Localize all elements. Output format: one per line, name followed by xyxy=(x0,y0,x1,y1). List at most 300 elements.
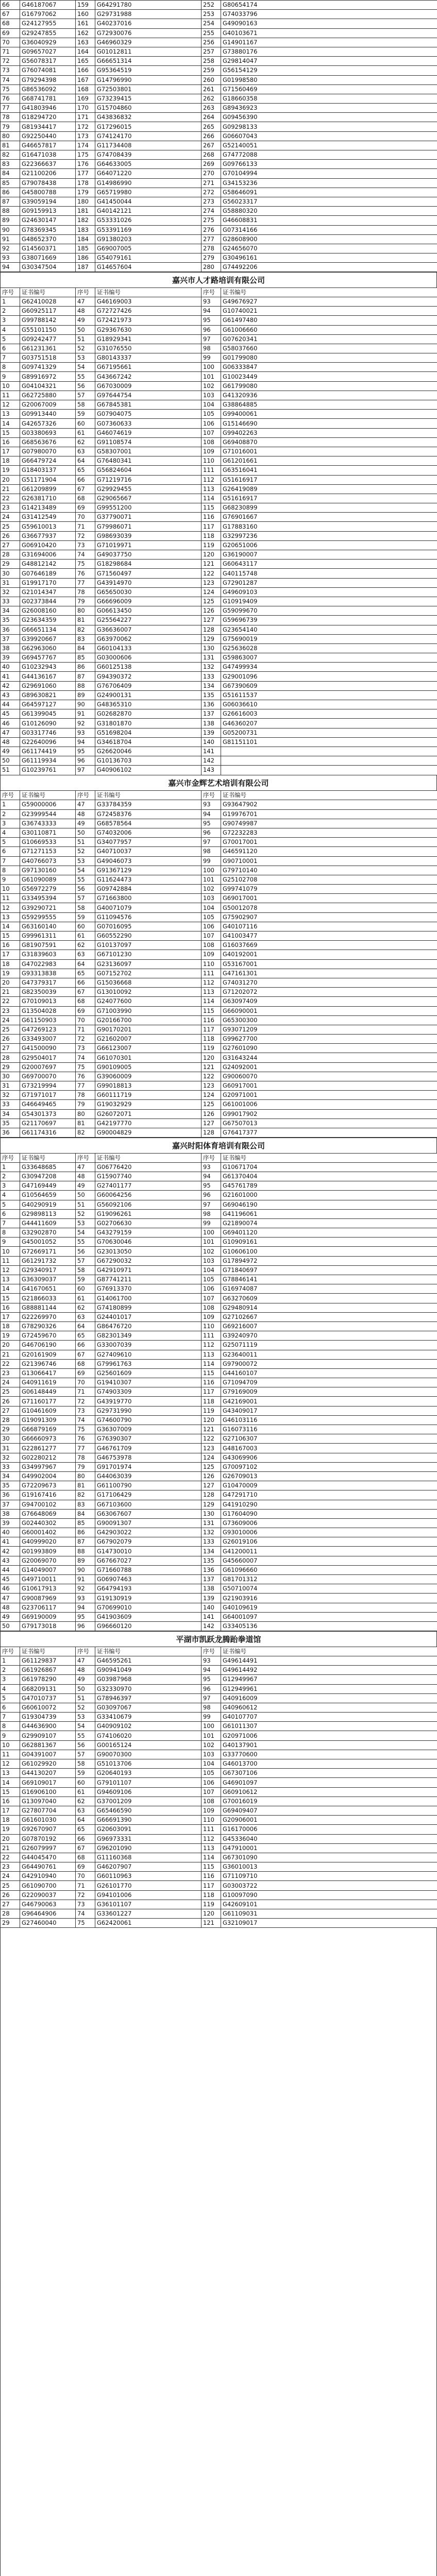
serial-no-cell: 100 xyxy=(201,1228,221,1238)
serial-no-cell: 56 xyxy=(76,1740,95,1750)
certificate-no-cell: G47010737 xyxy=(20,1693,76,1703)
certificate-no-cell: G20007697 xyxy=(20,1062,76,1072)
certificate-no-cell: G41200011 xyxy=(221,1547,437,1556)
certificate-no-cell: G78290326 xyxy=(20,1321,76,1331)
serial-no-cell: 95 xyxy=(201,819,221,828)
serial-no-cell: 264 xyxy=(201,113,221,122)
certificate-no-cell: G90941049 xyxy=(95,1666,201,1675)
serial-no-cell: 12 xyxy=(1,400,20,410)
table-row xyxy=(1,1500,437,1509)
table-row xyxy=(1,941,437,950)
certificate-no-cell: G59863007 xyxy=(221,653,437,663)
certificate-no-cell: G60104133 xyxy=(95,643,201,653)
serial-no-cell: 71 xyxy=(76,1387,95,1397)
header-serial-no: 序号 xyxy=(201,791,221,800)
header-serial-no: 序号 xyxy=(1,791,20,800)
table-row xyxy=(1,1453,437,1462)
table-row xyxy=(1,690,437,700)
serial-no-cell: 35 xyxy=(1,1118,20,1128)
certificate-no-cell: G48652370 xyxy=(20,234,76,244)
table-row xyxy=(1,1556,437,1565)
serial-no-cell: 62 xyxy=(76,1303,95,1312)
certificate-no-cell: G27401177 xyxy=(95,1181,201,1191)
certificate-no-cell: G47022983 xyxy=(20,959,76,969)
serial-no-cell: 97 xyxy=(201,838,221,847)
table-row xyxy=(1,1769,437,1778)
serial-no-cell: 172 xyxy=(76,122,95,131)
serial-no-cell: 113 xyxy=(201,1350,221,1359)
table-row xyxy=(1,847,437,856)
serial-no-cell: 19 xyxy=(1,1331,20,1341)
certificate-no-cell: G63516041 xyxy=(221,466,437,475)
certificate-no-cell: G67307106 xyxy=(221,1769,437,1778)
certificate-no-cell: G69700070 xyxy=(20,1072,76,1081)
serial-no-cell: 16 xyxy=(1,1303,20,1312)
certificate-no-cell: G19091309 xyxy=(20,1415,76,1425)
serial-no-cell: 61 xyxy=(76,428,95,437)
certificate-no-cell: G11734408 xyxy=(95,141,201,150)
certificate-no-cell: G70630046 xyxy=(95,1238,201,1247)
serial-no-cell: 96 xyxy=(76,756,95,766)
certificate-no-cell: G41670651 xyxy=(20,1284,76,1294)
certificate-no-cell: G75902907 xyxy=(221,912,437,922)
serial-no-cell: 75 xyxy=(76,1062,95,1072)
serial-no-cell: 109 xyxy=(201,447,221,456)
serial-no-cell: 7 xyxy=(1,1713,20,1722)
certificate-no-cell: G61006660 xyxy=(221,325,437,334)
serial-no-cell: 59 xyxy=(76,410,95,419)
serial-no-cell: 269 xyxy=(201,160,221,169)
serial-no-cell: 54 xyxy=(76,866,95,875)
serial-no-cell: 95 xyxy=(76,747,95,756)
certificate-no-cell: G70017001 xyxy=(221,838,437,847)
serial-no-cell: 85 xyxy=(76,1518,95,1528)
serial-no-cell: 46 xyxy=(1,1584,20,1594)
table-row xyxy=(1,1621,437,1631)
table-row xyxy=(1,484,437,494)
serial-no-cell: 3 xyxy=(1,1675,20,1684)
certificate-no-cell: G67290032 xyxy=(95,1256,201,1265)
serial-no-cell: 87 xyxy=(76,672,95,681)
serial-no-cell: 48 xyxy=(76,307,95,316)
serial-no-cell: 161 xyxy=(76,19,95,28)
certificate-no-cell: G73219994 xyxy=(20,1081,76,1091)
certificate-no-cell: G61370404 xyxy=(221,1172,437,1181)
table-row xyxy=(1,1275,437,1284)
serial-no-cell: 9 xyxy=(1,1731,20,1740)
certificate-no-cell: G06333847 xyxy=(221,363,437,372)
serial-no-cell: 137 xyxy=(201,709,221,719)
table-row xyxy=(1,1,437,10)
certificate-no-cell: G40916009 xyxy=(221,1693,437,1703)
serial-no-cell: 55 xyxy=(76,372,95,381)
serial-no-cell: 102 xyxy=(201,885,221,894)
serial-no-cell: 94 xyxy=(76,737,95,747)
serial-no-cell: 263 xyxy=(201,104,221,113)
certificate-no-cell: G80654174 xyxy=(221,1,437,10)
serial-no-cell: 260 xyxy=(201,75,221,84)
certificate-no-cell: G43069906 xyxy=(221,1453,437,1462)
serial-no-cell: 29 xyxy=(1,560,20,569)
serial-no-cell: 58 xyxy=(76,903,95,912)
serial-no-cell: 50 xyxy=(76,325,95,334)
serial-no-cell: 271 xyxy=(201,178,221,188)
serial-no-cell: 35 xyxy=(1,1481,20,1490)
serial-no-cell: 73 xyxy=(1,66,20,75)
serial-no-cell: 64 xyxy=(76,1321,95,1331)
certificate-no-cell: G03097067 xyxy=(95,1703,201,1712)
certificate-no-cell: G60110963 xyxy=(95,1872,201,1881)
certificate-no-cell: G29247855 xyxy=(20,28,76,38)
serial-no-cell: 117 xyxy=(201,1025,221,1034)
certificate-no-cell: G71219716 xyxy=(95,475,201,484)
serial-no-cell: 128 xyxy=(201,1490,221,1500)
serial-no-cell: 104 xyxy=(201,1759,221,1769)
serial-no-cell: 115 xyxy=(201,503,221,513)
certificate-no-cell: G24656070 xyxy=(221,244,437,253)
table-row xyxy=(1,178,437,188)
certificate-no-cell: G07360633 xyxy=(95,419,201,428)
certificate-no-cell: G07620341 xyxy=(221,334,437,344)
serial-no-cell: 90 xyxy=(76,700,95,709)
table-row xyxy=(1,1603,437,1612)
certificate-no-cell: G60552290 xyxy=(95,931,201,941)
certificate-no-cell: G46207907 xyxy=(95,1862,201,1872)
serial-no-cell: 31 xyxy=(1,1444,20,1453)
serial-no-cell: 121 xyxy=(201,1919,221,1928)
serial-no-cell: 59 xyxy=(76,1769,95,1778)
serial-no-cell: 124 xyxy=(201,1453,221,1462)
certificate-no-cell: G18403137 xyxy=(20,466,76,475)
certificate-no-cell: G03751518 xyxy=(20,353,76,363)
serial-no-cell: 99 xyxy=(201,856,221,866)
certificate-no-cell: G94609106 xyxy=(95,1787,201,1797)
certificate-no-cell: G20161909 xyxy=(20,1350,76,1359)
certificate-no-cell: G11094576 xyxy=(95,912,201,922)
serial-no-cell: 13 xyxy=(1,912,20,922)
certificate-no-cell: G99400061 xyxy=(221,410,437,419)
serial-no-cell: 77 xyxy=(76,1081,95,1091)
header-certificate-no: 证书编号 xyxy=(95,791,201,800)
serial-no-cell: 80 xyxy=(76,1471,95,1481)
serial-no-cell: 30 xyxy=(1,1072,20,1081)
certificate-no-cell: G29340917 xyxy=(20,1265,76,1275)
certificate-no-cell: G46103116 xyxy=(221,1415,437,1425)
certificate-no-cell: G92250440 xyxy=(20,131,76,141)
serial-no-cell: 134 xyxy=(201,681,221,690)
certificate-no-cell: G69457767 xyxy=(20,653,76,663)
serial-no-cell: 160 xyxy=(76,10,95,19)
certificate-no-cell: G72503801 xyxy=(95,84,201,94)
serial-no-cell: 82 xyxy=(76,625,95,634)
certificate-no-cell: G37790071 xyxy=(95,513,201,522)
certificate-no-cell: G71560469 xyxy=(221,84,437,94)
serial-no-cell: 79 xyxy=(1,122,20,131)
serial-no-cell: 49 xyxy=(1,747,20,756)
table-row xyxy=(1,838,437,847)
certificate-no-cell: G98693039 xyxy=(95,531,201,540)
certificate-no-cell: G79078438 xyxy=(20,178,76,188)
table-row xyxy=(1,597,437,606)
certificate-no-cell: G96464906 xyxy=(20,1909,76,1919)
certificate-no-cell: G71003990 xyxy=(95,1006,201,1015)
certificate-no-cell: G96660120 xyxy=(95,1621,201,1631)
certificate-no-cell: G67845381 xyxy=(95,400,201,410)
certificate-no-cell: G90749987 xyxy=(221,819,437,828)
serial-no-cell: 24 xyxy=(1,1872,20,1881)
serial-no-cell: 56 xyxy=(76,885,95,894)
certificate-no-cell: G71560497 xyxy=(95,569,201,578)
certificate-no-cell: G81907591 xyxy=(20,941,76,950)
table-row xyxy=(1,1900,437,1909)
serial-no-cell: 99 xyxy=(201,1713,221,1722)
table-row xyxy=(1,1759,437,1769)
certificate-no-cell: G46013700 xyxy=(221,1759,437,1769)
certificate-no-cell: G93010006 xyxy=(221,1528,437,1537)
header-certificate-no: 证书编号 xyxy=(221,1647,437,1656)
serial-no-cell: 177 xyxy=(76,169,95,178)
serial-no-cell: 15 xyxy=(1,428,20,437)
serial-no-cell: 92 xyxy=(76,719,95,728)
serial-no-cell: 17 xyxy=(1,950,20,959)
certificate-no-cell: G62420061 xyxy=(95,1919,201,1928)
certificate-no-cell: G43914970 xyxy=(95,578,201,587)
certificate-no-cell: G23640011 xyxy=(221,1350,437,1359)
certificate-no-cell: G44045470 xyxy=(20,1853,76,1862)
table-row xyxy=(1,1778,437,1787)
table-row xyxy=(1,747,437,756)
serial-no-cell: 120 xyxy=(201,1053,221,1062)
serial-no-cell: 74 xyxy=(1,75,20,84)
serial-no-cell: 55 xyxy=(76,1731,95,1740)
certificate-no-cell: G93071209 xyxy=(221,1025,437,1034)
certificate-no-cell: G02440302 xyxy=(20,1518,76,1528)
certificate-no-cell: G45660007 xyxy=(221,1556,437,1565)
serial-no-cell: 8 xyxy=(1,363,20,372)
certificate-no-cell: G56092106 xyxy=(95,1200,201,1209)
certificate-no-cell: G21602007 xyxy=(95,1035,201,1044)
certificate-no-cell: G10461609 xyxy=(20,1406,76,1415)
certificate-no-cell: G09298133 xyxy=(221,122,437,131)
serial-no-cell: 118 xyxy=(201,1890,221,1900)
certificate-no-cell: G21014347 xyxy=(20,587,76,597)
serial-no-cell: 38 xyxy=(1,643,20,653)
serial-no-cell: 68 xyxy=(76,1359,95,1368)
serial-no-cell: 24 xyxy=(1,513,20,522)
certificate-no-cell: G40071079 xyxy=(95,903,201,912)
certificate-no-cell: G67507013 xyxy=(221,1118,437,1128)
certificate-no-cell: G76417377 xyxy=(221,1128,437,1137)
serial-no-cell: 97 xyxy=(201,1693,221,1703)
table-row xyxy=(1,113,437,122)
table-row xyxy=(1,1200,437,1209)
table-row xyxy=(1,569,437,578)
certificate-no-cell: G60064256 xyxy=(95,1191,201,1200)
serial-no-cell: 97 xyxy=(76,766,95,775)
serial-no-cell: 3 xyxy=(1,1181,20,1191)
certificate-no-cell: G10137097 xyxy=(95,941,201,950)
serial-no-cell: 120 xyxy=(201,1415,221,1425)
table-row xyxy=(1,959,437,969)
serial-no-cell: 16 xyxy=(1,437,20,447)
serial-no-cell: 96 xyxy=(201,1684,221,1693)
serial-no-cell: 11 xyxy=(1,1750,20,1759)
table-row xyxy=(1,1100,437,1109)
serial-no-cell: 119 xyxy=(201,1044,221,1053)
certificate-no-cell: G23136097 xyxy=(95,959,201,969)
table-row xyxy=(1,950,437,959)
serial-no-cell: 125 xyxy=(201,597,221,606)
table-row xyxy=(1,1872,437,1881)
section-title: 平湖市凯跃龙腾跆拳道馆 xyxy=(0,1631,437,1647)
certificate-no-cell: G46608831 xyxy=(221,216,437,225)
serial-no-cell: 6 xyxy=(1,344,20,353)
certificate-no-cell: G69190009 xyxy=(20,1612,76,1621)
certificate-no-cell: G19410307 xyxy=(95,1378,201,1387)
certificate-no-cell: G71160177 xyxy=(20,1397,76,1406)
certificate-no-cell: G61209899 xyxy=(20,484,76,494)
certificate-no-cell: G67390609 xyxy=(221,681,437,690)
serial-no-cell: 178 xyxy=(76,178,95,188)
serial-no-cell: 256 xyxy=(201,38,221,47)
serial-no-cell: 92 xyxy=(1,244,20,253)
table-row xyxy=(1,334,437,344)
serial-no-cell: 46 xyxy=(1,719,20,728)
certificate-no-cell: G74492206 xyxy=(221,263,437,272)
header-certificate-no: 证书编号 xyxy=(20,287,76,297)
serial-no-cell: 4 xyxy=(1,325,20,334)
certificate-no-cell: G94700102 xyxy=(20,1500,76,1509)
serial-no-cell: 121 xyxy=(201,1062,221,1072)
table-row xyxy=(1,885,437,894)
serial-no-cell: 27 xyxy=(1,1406,20,1415)
certificate-no-cell: G14061700 xyxy=(95,1294,201,1303)
certificate-no-cell: G70109013 xyxy=(20,997,76,1006)
serial-no-cell: 50 xyxy=(76,1191,95,1200)
certificate-no-cell: G58307001 xyxy=(95,447,201,456)
certificate-no-cell: G14986990 xyxy=(95,178,201,188)
certificate-no-cell: G36010013 xyxy=(221,1862,437,1872)
certificate-no-cell: G71094709 xyxy=(221,1378,437,1387)
table-row xyxy=(1,353,437,363)
certificate-no-cell: G63160140 xyxy=(20,922,76,931)
serial-no-cell: 83 xyxy=(1,160,20,169)
certificate-no-cell: G47269123 xyxy=(20,1025,76,1034)
certificate-no-cell: G72930076 xyxy=(95,28,201,38)
certificate-no-cell: G99018813 xyxy=(95,1081,201,1091)
serial-no-cell: 106 xyxy=(201,922,221,931)
certificate-no-cell: G60910612 xyxy=(221,1787,437,1797)
certificate-no-cell: G07980070 xyxy=(20,447,76,456)
serial-no-cell: 81 xyxy=(1,141,20,150)
serial-no-cell: 40 xyxy=(1,1528,20,1537)
serial-no-cell: 76 xyxy=(76,569,95,578)
serial-no-cell: 165 xyxy=(76,57,95,66)
serial-no-cell: 122 xyxy=(201,1072,221,1081)
certificate-no-cell: G64597127 xyxy=(20,700,76,709)
serial-no-cell: 31 xyxy=(1,578,20,587)
serial-no-cell: 98 xyxy=(201,1703,221,1712)
table-row xyxy=(1,1228,437,1238)
certificate-no-cell: G58037660 xyxy=(221,344,437,353)
certificate-no-cell: G47169449 xyxy=(20,1181,76,1191)
table-row xyxy=(1,316,437,325)
serial-no-cell: 115 xyxy=(201,1862,221,1872)
serial-no-cell: 110 xyxy=(201,456,221,466)
serial-no-cell: 270 xyxy=(201,169,221,178)
certificate-no-cell: G44160107 xyxy=(221,1368,437,1378)
certificate-no-cell: G12949967 xyxy=(221,1675,437,1684)
table-row xyxy=(1,503,437,513)
serial-no-cell: 262 xyxy=(201,94,221,103)
serial-no-cell: 42 xyxy=(1,681,20,690)
certificate-no-cell: G74903309 xyxy=(95,1387,201,1397)
serial-no-cell: 168 xyxy=(76,84,95,94)
serial-no-cell: 133 xyxy=(201,672,221,681)
table-row xyxy=(1,1256,437,1265)
certificate-no-cell: G96201090 xyxy=(95,1843,201,1853)
serial-no-cell: 103 xyxy=(201,1750,221,1759)
serial-no-cell: 98 xyxy=(201,847,221,856)
serial-no-cell: 3 xyxy=(1,819,20,828)
header-serial-no: 序号 xyxy=(1,1647,20,1656)
certificate-no-cell: G40107116 xyxy=(221,922,437,931)
serial-no-cell: 88 xyxy=(1,207,20,216)
serial-no-cell: 115 xyxy=(201,1006,221,1015)
certificate-no-cell: G61001006 xyxy=(221,1100,437,1109)
certificate-no-cell: G48167003 xyxy=(221,1444,437,1453)
table-row xyxy=(1,84,437,94)
table-row xyxy=(1,307,437,316)
certificate-no-cell: G02280212 xyxy=(20,1453,76,1462)
serial-no-cell: 86 xyxy=(1,188,20,197)
serial-no-cell: 91 xyxy=(76,709,95,719)
serial-no-cell: 84 xyxy=(76,1509,95,1518)
certificate-no-cell: G74031270 xyxy=(221,978,437,987)
serial-no-cell: 77 xyxy=(76,578,95,587)
serial-no-cell: 120 xyxy=(201,1909,221,1919)
table-row xyxy=(1,800,437,809)
serial-no-cell: 79 xyxy=(76,597,95,606)
certificate-no-cell: G69046190 xyxy=(221,1200,437,1209)
serial-no-cell: 49 xyxy=(76,819,95,828)
serial-no-cell: 75 xyxy=(1,84,20,94)
serial-no-cell: 62 xyxy=(76,1797,95,1806)
table-row xyxy=(1,1341,437,1350)
serial-no-cell: 34 xyxy=(1,1109,20,1118)
serial-no-cell: 51 xyxy=(76,838,95,847)
table-row xyxy=(1,672,437,681)
certificate-no-cell: G74708439 xyxy=(95,150,201,160)
serial-no-cell: 20 xyxy=(1,475,20,484)
serial-no-cell: 4 xyxy=(1,828,20,837)
serial-no-cell: 272 xyxy=(201,188,221,197)
serial-no-cell: 116 xyxy=(201,513,221,522)
serial-no-cell: 66 xyxy=(76,1341,95,1350)
certificate-no-cell: G51611537 xyxy=(221,690,437,700)
serial-no-cell: 117 xyxy=(201,1387,221,1397)
serial-no-cell: 73 xyxy=(76,540,95,550)
table-row xyxy=(1,1750,437,1759)
certificate-no-cell: G46649465 xyxy=(20,1100,76,1109)
table-row xyxy=(1,856,437,866)
serial-no-cell: 47 xyxy=(76,800,95,809)
serial-no-cell: 16 xyxy=(1,1797,20,1806)
certificate-no-cell: G61601030 xyxy=(20,1816,76,1825)
serial-no-cell: 89 xyxy=(76,690,95,700)
table-row xyxy=(1,38,437,47)
serial-no-cell: 68 xyxy=(76,997,95,1006)
